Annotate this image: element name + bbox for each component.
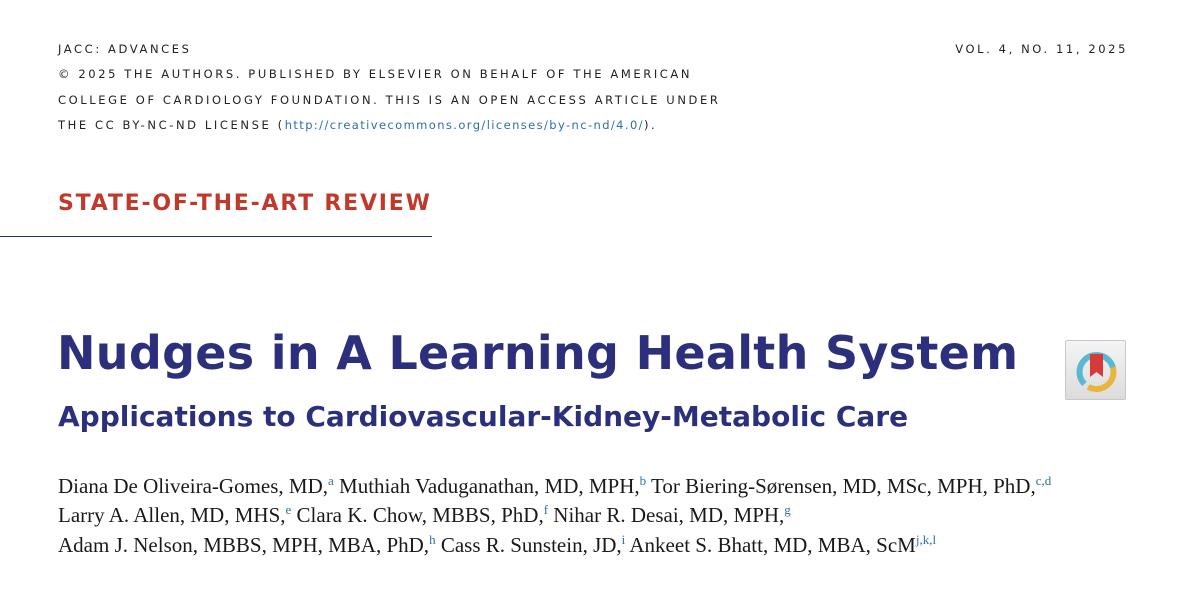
article-subtitle: Applications to Cardiovascular-Kidney-Metabolic Care xyxy=(58,400,909,433)
volume-info: VOL. 4, NO. 11, 2025 xyxy=(955,42,1128,56)
author-line-2 xyxy=(58,503,791,528)
author: Cass R. Sunstein, JD, xyxy=(440,533,622,557)
check-for-updates-icon xyxy=(1066,341,1127,401)
affiliation-link[interactable]: g xyxy=(784,502,791,517)
author: Muthiah Vaduganathan, MD, MPH, xyxy=(339,474,640,498)
author: Tor Biering-Sørensen, MD, MSc, MPH, PhD, xyxy=(651,474,1036,498)
affiliation-link[interactable]: i xyxy=(621,532,626,547)
license-prefix: THE CC BY-NC-ND LICENSE ( xyxy=(58,118,285,132)
affiliation-link[interactable]: h xyxy=(429,532,436,547)
section-label: STATE-OF-THE-ART REVIEW xyxy=(58,191,432,216)
license-line xyxy=(58,118,657,132)
copyright-line-1: © 2025 THE AUTHORS. PUBLISHED BY ELSEVIER ON BEHALF OF THE AMERICAN xyxy=(58,67,693,81)
article-title: Nudges in A Learning Health System xyxy=(57,326,1019,380)
author: Ankeet S. Bhatt, MD, MBA, ScM xyxy=(629,533,916,557)
license-suffix: ). xyxy=(643,118,658,132)
author-line-1 xyxy=(58,474,1051,499)
author: Diana De Oliveira-Gomes, MD, xyxy=(58,474,329,498)
affiliation-link[interactable]: c,d xyxy=(1035,473,1052,488)
journal-name: JACC: ADVANCES xyxy=(58,42,192,56)
affiliation-link[interactable]: a xyxy=(328,473,334,488)
license-link[interactable]: http://creativecommons.org/licenses/by-nc-nd/4.0/ xyxy=(284,118,644,132)
author-line-3 xyxy=(58,533,936,558)
affiliation-link[interactable]: j,k,l xyxy=(915,532,937,547)
section-divider xyxy=(0,236,432,237)
affiliation-link[interactable]: b xyxy=(639,473,647,488)
author: Clara K. Chow, MBBS, PhD, xyxy=(296,503,544,527)
check-for-updates-button[interactable] xyxy=(1065,340,1126,400)
affiliation-link[interactable]: f xyxy=(543,502,549,517)
affiliation-link[interactable]: e xyxy=(285,502,292,517)
author: Adam J. Nelson, MBBS, MPH, MBA, PhD, xyxy=(58,533,430,557)
author: Nihar R. Desai, MD, MPH, xyxy=(553,503,785,527)
copyright-line-2: COLLEGE OF CARDIOLOGY FOUNDATION. THIS IS AN OPEN ACCESS ARTICLE UNDER xyxy=(58,93,721,107)
author: Larry A. Allen, MD, MHS, xyxy=(58,503,286,527)
